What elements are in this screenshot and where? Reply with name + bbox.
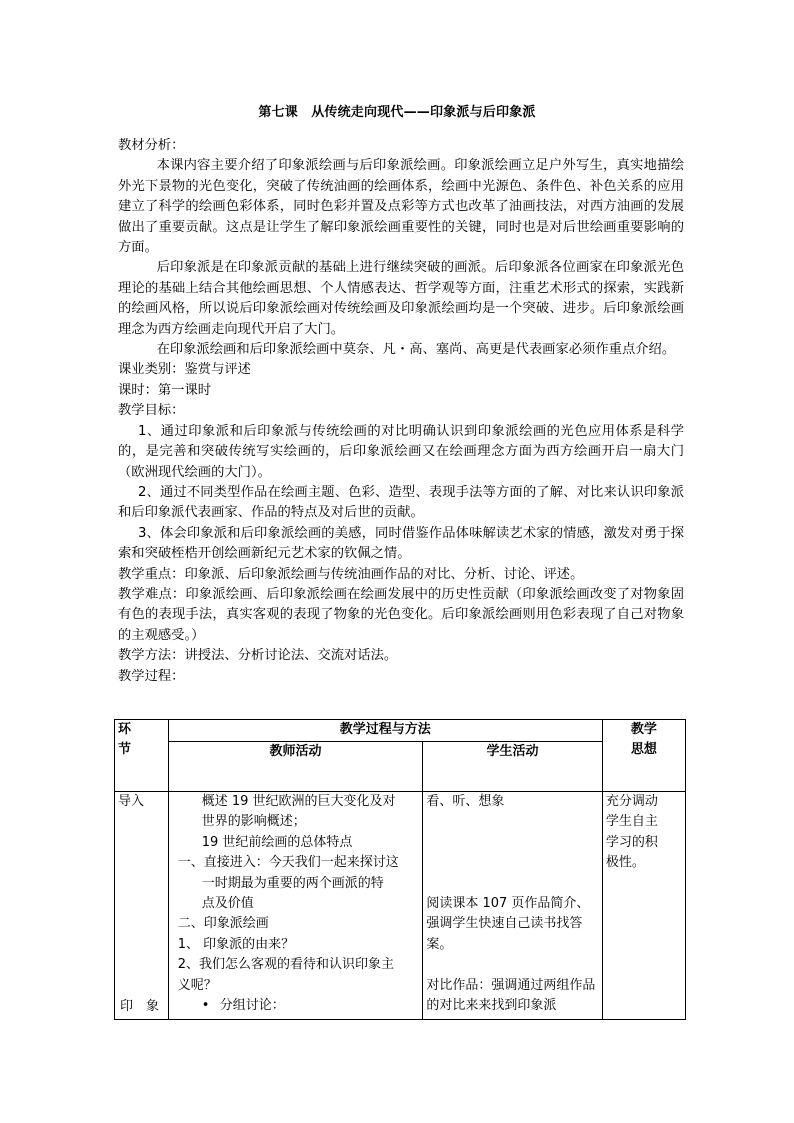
student-compare: 对比作品：强调通过两组作品的对比来来找到印象派 xyxy=(426,978,596,1014)
header-idea-cell xyxy=(602,720,685,792)
teacher-line: 二、印象派绘画 xyxy=(177,916,269,932)
header-student: 学生活动 xyxy=(423,742,603,792)
student-activity-cell xyxy=(423,792,603,1020)
teacher-bullet-item xyxy=(172,996,420,1016)
teacher-line: 一时期最为重要的两个画派的特 xyxy=(201,875,384,891)
course-type: 课业类别：鉴赏与评述 xyxy=(118,362,251,378)
teacher-bullet-text: 分组讨论： xyxy=(219,998,285,1014)
objective-item: 1、通过印象派和后印象派与传统绘画的对比明确认识到印象派绘画的光色应用体系是科学的，是完善和突破传统写实绘画的，后印象派绘画又在绘画理念方面为西方绘画开启一扇大门（欧洲现代绘画的大门）。 xyxy=(118,423,684,480)
teacher-line: 世界的影响概述； xyxy=(201,814,306,830)
key-points: 教学重点：印象派、后印象派绘画与传统油画作品的对比、分析、讨论、评述。 xyxy=(118,566,584,582)
header-stage-cell xyxy=(115,720,169,792)
header-stage: 环节 xyxy=(118,722,132,758)
lesson-body xyxy=(118,136,684,687)
header-idea: 教学思想 xyxy=(630,722,657,758)
analysis-paragraph: 本课内容主要介绍了印象派绘画与后印象派绘画。印象派绘画立足户外写生，真实地描绘外光下景物的光色变化，突破了传统油画的绘画体系，绘画中光源色、条件色、补色关系的应用建立了科学的绘画色彩体系，同时色彩并置及点彩等方式也改革了油画技法，对西方油画的发展做出了重要贡献。这点是让学生了解印象派绘画重要性的关键，同时也是对后世绘画重要影响的方面。 xyxy=(118,158,684,256)
teacher-line: 1、 印象派的由来？ xyxy=(177,936,295,952)
teacher-line: 2、我们怎么客观的看待和认识印象主 xyxy=(177,957,395,973)
analysis-paragraph: 在印象派绘画和后印象派绘画中莫奈、凡・高、塞尚、高更是代表画家必须作重点介绍。 xyxy=(156,342,676,358)
stage-impression: 印 象 xyxy=(120,999,160,1014)
process-label: 教学过程： xyxy=(118,668,185,684)
teaching-methods: 教学方法：讲授法、分析讨论法、交流对话法。 xyxy=(118,648,398,664)
student-line: 看、听、想象 xyxy=(426,794,505,809)
stage-intro: 导入 xyxy=(118,794,145,809)
objective-item: 2、通过不同类型作品在绘画主题、色彩、造型、表现手法等方面的了解、对比来认识印象派和后印象派代表画家、作品的特点及对后世的贡献。 xyxy=(118,484,684,521)
process-table xyxy=(114,719,686,1020)
difficulties: 教学难点：印象派绘画、后印象派绘画在绘画发展中的历史性贡献（印象派绘画改变了对物象固有色的表现手法，真实客观的表现了物象的光色变化。后印象派绘画则用色彩表现了自己对物象的主观感受。） xyxy=(118,586,684,643)
stage-cell xyxy=(115,792,169,1020)
teacher-line: 概述 19 世纪欧洲的巨大变化及对 xyxy=(201,794,396,809)
teacher-line: 一、直接进入：今天我们一起来探讨这 xyxy=(177,855,399,871)
idea-text: 充分调动学生自主学习的积极性。 xyxy=(605,794,658,871)
teacher-line: 点及价值 xyxy=(201,896,254,912)
objective-item: 3、体会印象派和后印象派绘画的美感，同时借鉴作品体味解读艺术家的情感，激发对勇于探索和突破桎梏开创绘画新纪元艺术家的钦佩之情。 xyxy=(118,525,684,562)
teacher-line: 19 世纪前绘画的总体特点 xyxy=(201,834,353,850)
header-process: 教学过程与方法 xyxy=(168,720,602,742)
teacher-line: 义呢？ xyxy=(177,977,217,993)
idea-cell xyxy=(602,792,685,1020)
bullet-icon: • xyxy=(201,998,210,1014)
analysis-paragraph: 后印象派是在印象派贡献的基础上进行继续突破的画派。后印象派各位画家在印象派光色理论的基础上结合其他绘画思想、个人情感表达、哲学观等方面，注重艺术形式的探索，实践新的绘画风格，所以说后印象派绘画对传统绘画及印象派绘画均是一个突破、进步。后印象派绘画理念为西方绘画走向现代开启了大门。 xyxy=(118,260,684,337)
teacher-activity-cell xyxy=(168,792,423,1020)
course-time: 课时：第一课时 xyxy=(118,382,212,398)
lesson-title: 第七课 从传统走向现代——印象派与后印象派 xyxy=(258,105,536,120)
header-teacher: 教师活动 xyxy=(168,742,423,792)
analysis-label: 教材分析： xyxy=(118,138,185,153)
student-read: 阅读课本 107 页作品简介、强调学生快速自己读书找答案。 xyxy=(426,896,590,952)
objectives-label: 教学目标： xyxy=(118,403,185,419)
